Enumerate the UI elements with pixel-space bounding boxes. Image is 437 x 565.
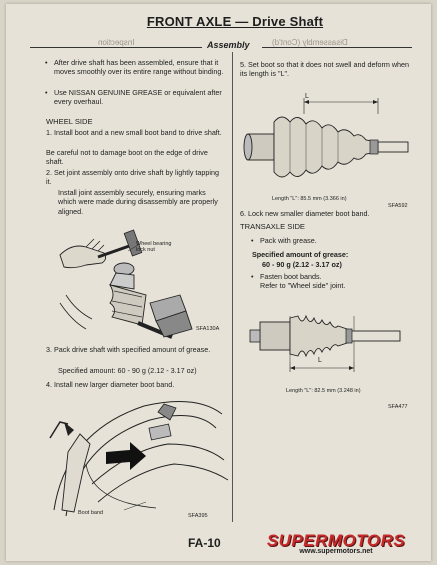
length-caption-2: Length "L": 82.5 mm (3.248 in): [286, 388, 361, 394]
boot-band-figure: [46, 392, 232, 524]
grease-spec: Specified amount: 60 - 90 g (2.12 - 3.17 oz): [58, 366, 197, 375]
page-title: FRONT AXLE — Drive Shaft: [146, 14, 324, 29]
header-rule-right: [262, 47, 412, 48]
caution-note: Be careful not to damage boot on the edge of drive shaft.: [46, 148, 208, 167]
figure-code-sfa395: SFA395: [188, 513, 208, 519]
figure-code-sfa592: SFA592: [388, 203, 408, 209]
step-5: 5. Set boot so that it does not swell and deform when its length is "L".: [240, 60, 410, 79]
step-3: 3. Pack drive shaft with specified amount of grease.: [46, 345, 211, 354]
length-marker-l-2: L: [318, 357, 322, 364]
step-6: 6. Lock new smaller diameter boot band.: [240, 209, 370, 218]
figure-code-sfa477: SFA477: [388, 404, 408, 410]
step-1: 1. Install boot and a new small boot band to drive shaft.: [46, 128, 222, 137]
section-title: Assembly: [207, 40, 250, 50]
bullet-pack-grease: • Pack with grease.: [260, 236, 410, 245]
header-rule-left: [30, 47, 202, 48]
bullet-fasten-bands: • Fasten boot bands.: [260, 272, 410, 281]
bleed-through-text-left: Inspection: [98, 38, 135, 47]
watermark-logo: [258, 531, 414, 555]
transaxle-side-heading: TRANSAXLE SIDE: [240, 222, 305, 231]
bullet-use-grease: • Use NISSAN GENUINE GREASE or equivalent after every overhaul.: [54, 88, 224, 107]
watermark-url: www.supermotors.net: [299, 548, 373, 555]
refer-wheel-side: Refer to "Wheel side" joint.: [260, 281, 346, 290]
boot-length-figure: [240, 84, 416, 200]
page-number: FA-10: [188, 536, 221, 550]
bleed-through-text-right: Disassembly (Cont'd): [272, 38, 348, 47]
grease-spec-value: 60 - 90 g (2.12 - 3.17 oz): [262, 260, 342, 269]
length-caption-1: Length "L": 85.5 mm (3.366 in): [272, 196, 347, 202]
boot-band-label: Boot band: [78, 510, 104, 516]
step-2: 2. Set joint assembly onto drive shaft by lightly tapping it.: [46, 168, 219, 187]
figure-code-sfa130a: SFA130A: [196, 326, 220, 332]
transaxle-boot-figure: [246, 296, 406, 386]
step-4: 4. Install new larger diameter boot band.: [46, 380, 175, 389]
length-marker-l: L: [305, 93, 309, 100]
grease-spec-label: Specified amount of grease:: [252, 250, 349, 259]
watermark-brand: SUPERMOTORS: [266, 531, 406, 550]
step-2-detail: Install joint assembly securely, ensuring marks which were made during disassembly are properly aligned.: [58, 188, 218, 216]
wheel-side-heading: WHEEL SIDE: [46, 117, 93, 126]
lock-nut-label: Wheel bearing lock nut: [136, 241, 172, 253]
bullet-after-assembly: • After drive shaft has been assembled, ensure that it moves smoothly over its entire range without binding.: [54, 58, 224, 77]
